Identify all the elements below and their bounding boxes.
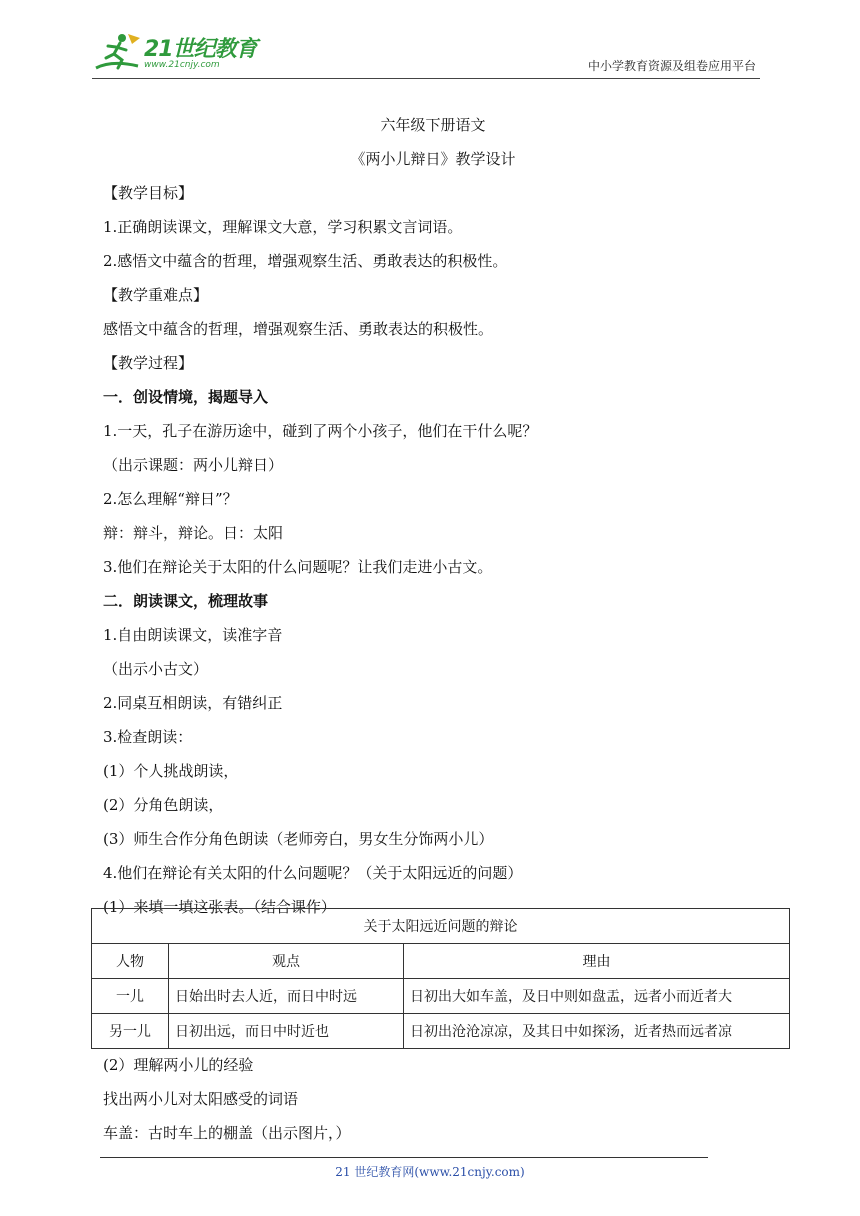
column-header: 人物 — [92, 944, 169, 979]
paragraph: 找出两小儿对太阳感受的词语 — [103, 1090, 299, 1108]
table-row — [92, 979, 790, 1014]
paragraph: (1）来填一填这张表。（结合课作） — [103, 898, 336, 916]
section-heading: 【教学目标】 — [103, 184, 194, 202]
column-header: 观点 — [169, 944, 404, 979]
logo-url: www.21cnjy.com — [144, 60, 220, 70]
column-header: 理由 — [404, 944, 790, 979]
paragraph: (3）师生合作分角色朗读（老师旁白，男女生分饰两小儿） — [103, 830, 494, 848]
paragraph: 1.正确朗读课文，理解课文大意，学习积累文言词语。 — [103, 218, 463, 236]
paragraph: 感悟文中蕴含的哲理，增强观察生活、勇敢表达的积极性。 — [103, 320, 494, 338]
logo-text: 21世纪教育 — [144, 37, 257, 62]
paragraph: 辩：辩斗，辩论。日：太阳 — [103, 524, 284, 542]
paragraph: 2.同桌互相朗读，有错纠正 — [103, 694, 283, 712]
page-header — [92, 30, 760, 79]
paragraph: (2）分角色朗读， — [103, 796, 224, 814]
site-logo[interactable] — [92, 30, 262, 78]
paragraph: （出示课题：两小儿辩日） — [103, 456, 284, 474]
paragraph: 3.检查朗读： — [103, 728, 193, 746]
footer-link[interactable]: 21 世纪教育网(www.21cnjy.com) — [335, 1165, 525, 1179]
document-body-continued — [103, 1048, 763, 1150]
table-cell: 日始出时去人近，而日中时远 — [169, 979, 404, 1014]
runner-icon — [92, 30, 144, 76]
table-cell: 日初出大如车盖，及日中则如盘盂，远者小而近者大 — [404, 979, 790, 1014]
paragraph: 3.他们在辩论关于太阳的什么问题呢？让我们走进小古文。 — [103, 558, 493, 576]
paragraph: (2）理解两小儿的经验 — [103, 1056, 254, 1074]
section-heading: 【教学重难点】 — [103, 286, 209, 304]
paragraph: 1.一天，孔子在游历途中，碰到了两个小孩子，他们在干什么呢？ — [103, 422, 538, 440]
section-heading: 【教学过程】 — [103, 354, 194, 372]
paragraph: 2.怎么理解“辩日”？ — [103, 490, 238, 508]
table-cell: 一儿 — [92, 979, 169, 1014]
subsection-heading: 二．朗读课文，梳理故事 — [103, 592, 269, 610]
paragraph: 车盖：古时车上的棚盖（出示图片，） — [103, 1124, 351, 1142]
grade-heading: 六年级下册语文 — [380, 116, 486, 134]
paragraph: 1.自由朗读课文，读准字音 — [103, 626, 283, 644]
document-title: 《两小儿辩日》教学设计 — [350, 150, 516, 168]
paragraph: (1）个人挑战朗读， — [103, 762, 239, 780]
table-row — [92, 1014, 790, 1049]
table-header-row — [92, 944, 790, 979]
paragraph: （出示小古文） — [103, 660, 209, 678]
table-cell: 日初出远，而日中时近也 — [169, 1014, 404, 1049]
debate-table — [91, 908, 790, 1049]
paragraph: 2.感悟文中蕴含的哲理，增强观察生活、勇敢表达的积极性。 — [103, 252, 508, 270]
subsection-heading: 一．创设情境，揭题导入 — [103, 388, 269, 406]
table-caption: 关于太阳远近问题的辩论 — [92, 909, 790, 944]
table-cell: 日初出沧沧凉凉，及其日中如探汤，近者热而远者凉 — [404, 1014, 790, 1049]
platform-tagline: 中小学教育资源及组卷应用平台 — [587, 59, 756, 73]
table-cell: 另一儿 — [92, 1014, 169, 1049]
document-body — [103, 108, 763, 924]
footer-divider — [100, 1157, 708, 1158]
paragraph: 4.他们在辩论有关太阳的什么问题呢？（关于太阳远近的问题） — [103, 864, 523, 882]
